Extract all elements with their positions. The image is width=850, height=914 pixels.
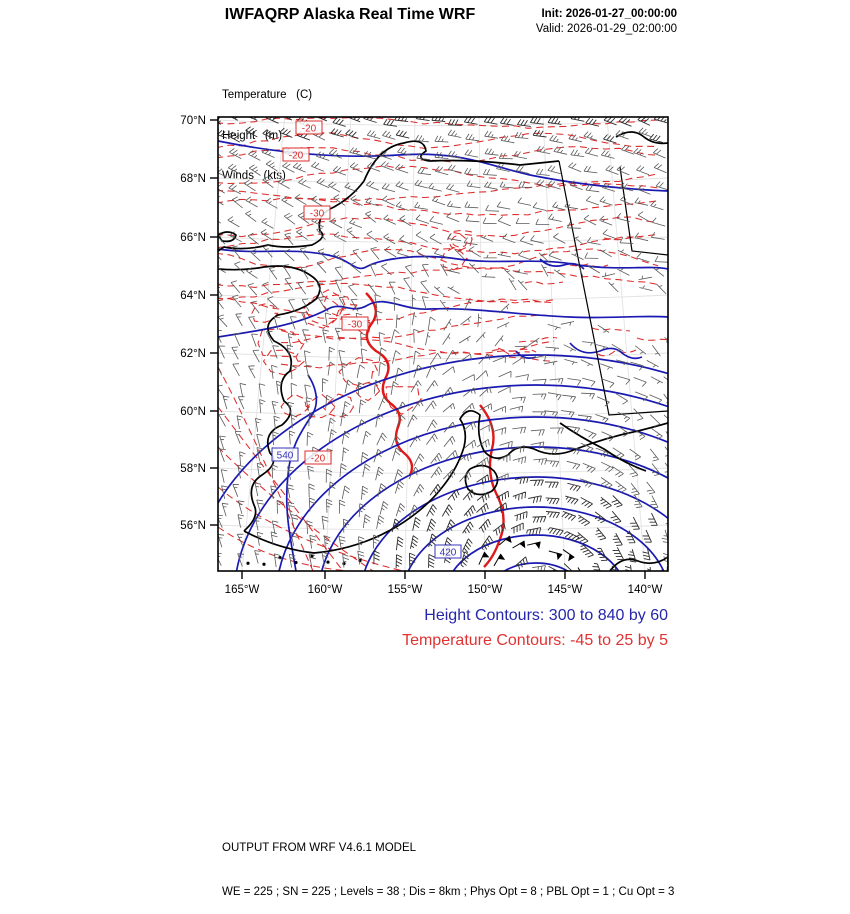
footer-model-line: OUTPUT FROM WRF V4.6.1 MODEL xyxy=(222,842,417,854)
y-axis-tick-label: 64°N xyxy=(180,290,206,302)
footer xyxy=(222,812,674,914)
legend-line-height: Height (m) xyxy=(222,129,283,142)
valid-time: Valid: 2026-01-29_02:00:00 xyxy=(535,23,677,35)
temperature-contour-label xyxy=(305,451,331,465)
run-info xyxy=(536,7,677,37)
y-axis-tick-label: 62°N xyxy=(180,348,206,360)
temperature-contour-label xyxy=(283,148,309,162)
x-axis-tick-label: 140°W xyxy=(627,584,663,596)
svg-text:-30: -30 xyxy=(309,208,325,220)
svg-text:-20: -20 xyxy=(310,453,326,465)
caption-height: Height Contours: 300 to 840 by 60 xyxy=(424,607,668,624)
page-title: IWFAQRP Alaska Real Time WRF xyxy=(224,6,476,23)
svg-text:-30: -30 xyxy=(347,319,363,331)
y-axis-tick-label: 58°N xyxy=(180,463,206,475)
y-axis-tick-label: 70°N xyxy=(180,115,206,127)
y-axis-tick-label: 56°N xyxy=(180,520,206,532)
y-axis-tick-label: 60°N xyxy=(180,406,206,418)
y-axis-tick-label: 68°N xyxy=(180,173,206,185)
init-time: Init: 2026-01-27_00:00:00 xyxy=(541,8,677,20)
svg-text:420: 420 xyxy=(439,547,457,559)
y-axis-tick-label: 66°N xyxy=(180,232,206,244)
svg-text:-20: -20 xyxy=(288,150,304,162)
x-axis-tick-label: 150°W xyxy=(467,584,503,596)
temperature-contour-label xyxy=(304,206,330,220)
map-canvas xyxy=(168,107,680,607)
footer-config-line: WE = 225 ; SN = 225 ; Levels = 38 ; Dis = 8km ; Phys Opt = 8 ; PBL Opt = 1 ; Cu Opt = 3 xyxy=(222,885,675,898)
temperature-contour-label xyxy=(342,317,368,331)
svg-text:540: 540 xyxy=(276,450,294,462)
temperature-contour-label xyxy=(296,121,322,135)
height-contour-label xyxy=(272,448,298,462)
height-contours xyxy=(190,141,680,607)
x-axis-tick-label: 155°W xyxy=(387,584,423,596)
legend-line-temperature: Temperature (C) xyxy=(222,89,313,101)
x-axis-tick-label: 145°W xyxy=(547,584,583,596)
height-contour-label xyxy=(435,545,461,559)
legend-line-winds: Winds (kts) xyxy=(222,170,286,182)
svg-text:-20: -20 xyxy=(301,123,317,135)
x-axis-tick-label: 160°W xyxy=(307,584,343,596)
x-axis-tick-label: 165°W xyxy=(224,584,260,596)
caption-temperature: Temperature Contours: -45 to 25 by 5 xyxy=(402,632,668,649)
